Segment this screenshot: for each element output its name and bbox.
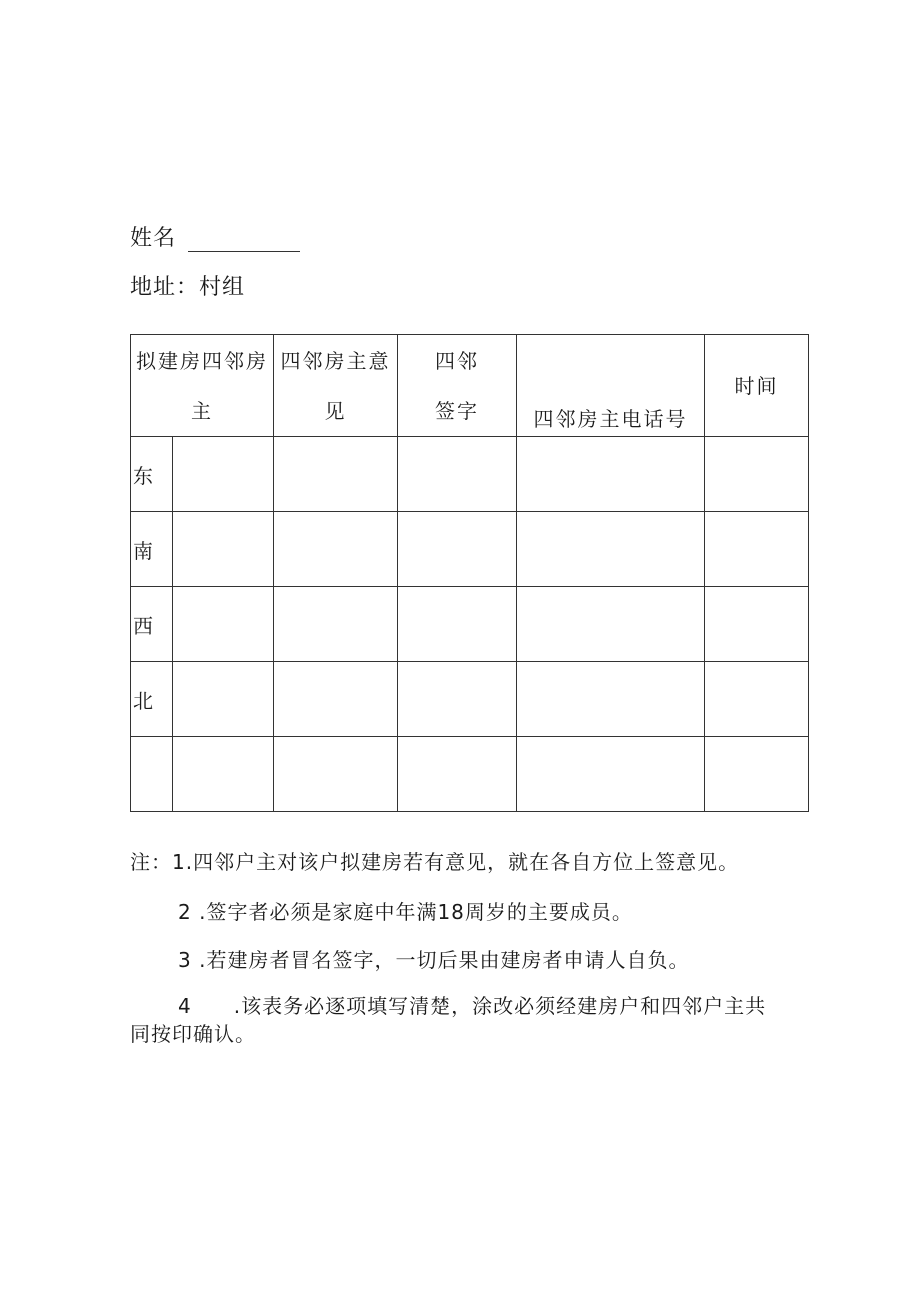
name-label: 姓名 — [130, 226, 177, 251]
phone-cell[interactable] — [517, 737, 705, 812]
phone-cell[interactable] — [517, 587, 705, 662]
header-signature: 四邻 签字 — [398, 335, 517, 437]
opinion-cell[interactable] — [274, 587, 398, 662]
signature-cell[interactable] — [398, 587, 517, 662]
direction-cell: 南 — [131, 512, 173, 587]
owner-cell[interactable] — [173, 512, 274, 587]
table-row-north — [131, 662, 809, 737]
table-header-row — [131, 335, 809, 437]
time-cell[interactable] — [705, 737, 809, 812]
direction-cell: 西 — [131, 587, 173, 662]
neighbor-consent-table — [130, 334, 809, 812]
owner-cell[interactable] — [173, 737, 274, 812]
header-opinion: 四邻房主意 见 — [274, 335, 398, 437]
opinion-cell[interactable] — [274, 662, 398, 737]
signature-cell[interactable] — [398, 662, 517, 737]
opinion-cell[interactable] — [274, 737, 398, 812]
note-2: 2 .签字者必须是家庭中年满18周岁的主要成员。 — [178, 900, 633, 924]
owner-cell[interactable] — [173, 587, 274, 662]
time-cell[interactable] — [705, 587, 809, 662]
note-4: 4 .该表务必逐项填写清楚，涂改必须经建房户和四邻户主共 — [178, 994, 767, 1018]
owner-cell[interactable] — [173, 437, 274, 512]
direction-cell: 东 — [131, 437, 173, 512]
table-row-east — [131, 437, 809, 512]
note-1: 注：1.四邻户主对该户拟建房若有意见，就在各自方位上签意见。 — [130, 850, 740, 874]
time-cell[interactable] — [705, 437, 809, 512]
opinion-cell[interactable] — [274, 512, 398, 587]
signature-cell[interactable] — [398, 512, 517, 587]
phone-cell[interactable] — [517, 512, 705, 587]
table-row-west — [131, 587, 809, 662]
header-time: 时间 — [705, 335, 809, 437]
signature-cell[interactable] — [398, 437, 517, 512]
phone-cell[interactable] — [517, 662, 705, 737]
signature-cell[interactable] — [398, 737, 517, 812]
note-4-continued: 同按印确认。 — [130, 1022, 256, 1046]
name-input-line[interactable] — [188, 233, 300, 252]
phone-cell[interactable] — [517, 437, 705, 512]
note-3: 3 .若建房者冒名签字，一切后果由建房者申请人自负。 — [178, 948, 690, 972]
direction-cell — [131, 737, 173, 812]
time-cell[interactable] — [705, 662, 809, 737]
time-cell[interactable] — [705, 512, 809, 587]
address-field: 地址：村组 — [130, 275, 246, 300]
header-phone: 四邻房主电话号 — [517, 335, 705, 437]
name-field[interactable] — [130, 221, 300, 252]
table-row-blank — [131, 737, 809, 812]
opinion-cell[interactable] — [274, 437, 398, 512]
owner-cell[interactable] — [173, 662, 274, 737]
direction-cell: 北 — [131, 662, 173, 737]
header-owner: 拟建房四邻房 主 — [131, 335, 274, 437]
table-row-south — [131, 512, 809, 587]
